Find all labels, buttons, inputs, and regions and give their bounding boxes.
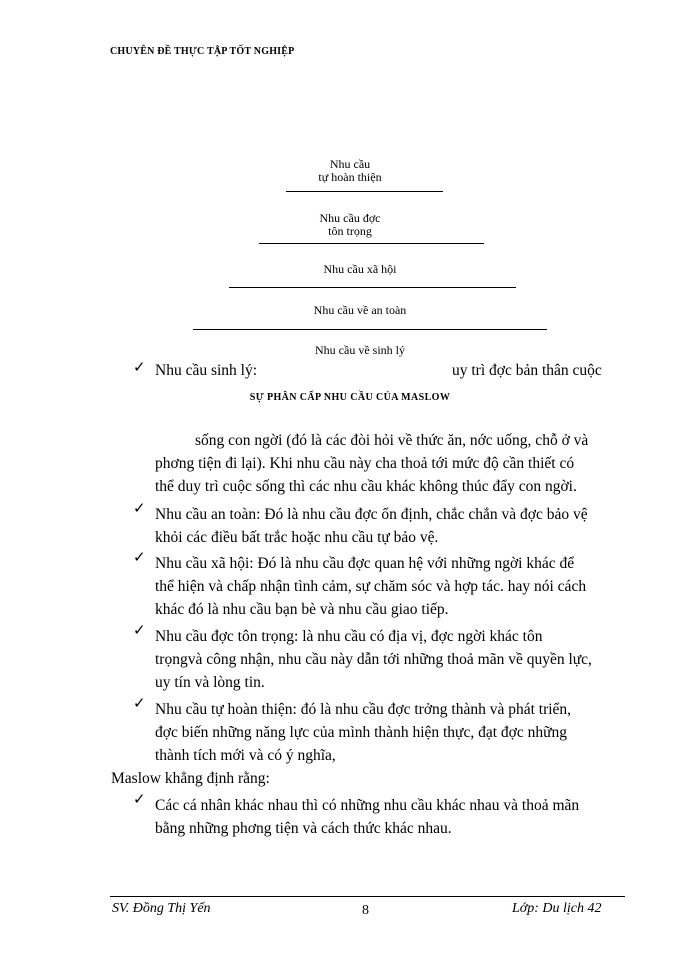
bullet-conclusion-line: Các cá nhân khác nhau thì có những nhu cầu khác nhau và thoả mãn [155, 797, 580, 814]
maslow-statement: Maslow khẳng định rằng: [111, 770, 270, 787]
pyramid-divider [193, 329, 547, 330]
bullet-safety-line: Nhu cầu an toàn: Đó là nhu cầu đợc ổn định, chắc chắn và đợc bảo vệ [155, 506, 588, 523]
bullet-physiological-label: Nhu cầu sinh lý: [155, 362, 258, 379]
pyramid-divider [229, 287, 516, 288]
bullet-esteem-line: Nhu cầu đợc tôn trọng: là nhu cầu có địa vị, đợc ngời khác tôn [155, 628, 543, 645]
pyramid-divider [286, 191, 443, 192]
pyramid-divider [259, 243, 484, 244]
bullet-social-line: khác đó là nhu cầu bạn bè và nhu cầu giao tiếp. [155, 601, 449, 618]
bullet-physiological-tail: uy trì đợc bản thân cuộc [452, 362, 602, 379]
pyramid-level-social: Nhu cầu xã hội [323, 262, 397, 276]
bullet-social-line: Nhu cầu xã hội: Đó là nhu cầu đợc quan hệ với những ngời khác để [155, 555, 575, 572]
check-icon: ✓ [133, 621, 146, 639]
bullet-social-line: thể hiện và chấp nhận tình cảm, sự chăm sóc và hợp tác. hay nói cách [155, 578, 587, 595]
bullet-esteem-line: trọngvà công nhận, nhu cầu này dẫn tới những thoả mãn về quyền lực, [155, 651, 592, 668]
pyramid-level-safety: Nhu cầu về an toàn [313, 303, 407, 317]
paragraph-line: thể duy trì cuộc sống thì các nhu cầu khác không thúc đẩy con ngời. [155, 478, 577, 495]
footer-rule [110, 896, 625, 897]
check-icon: ✓ [133, 694, 146, 712]
bullet-esteem-line: uy tín và lòng tin. [155, 674, 265, 691]
paragraph-line: sống con ngời (đó là các đòi hỏi về thức ăn, nớc uống, chỗ ở và [195, 432, 589, 449]
pyramid-label: Nhu cầu đợc [319, 211, 381, 225]
pyramid-label: tôn trọng [328, 224, 372, 238]
bullet-self-actualization-line: Nhu cầu tự hoàn thiện: đó là nhu cầu đợc trởng thành và phát triển, [155, 701, 572, 718]
check-icon: ✓ [133, 358, 146, 376]
bullet-self-actualization-line: thành tích mới và có ý nghĩa, [155, 747, 336, 764]
pyramid-caption: SỰ PHÂN CẤP NHU CẦU CỦA MASLOW [249, 392, 451, 403]
check-icon: ✓ [133, 548, 146, 566]
pyramid-level-esteem [270, 212, 430, 238]
footer-class: Lớp: Du lịch 42 [512, 901, 602, 916]
check-icon: ✓ [133, 790, 146, 808]
bullet-self-actualization-line: đợc biến những năng lực của mình thành hiện thực, đạt đợc những [155, 724, 567, 741]
bullet-safety-line: khỏi các điều bất trắc hoặc nhu cầu tự bảo vệ. [155, 529, 439, 546]
paragraph-line: phơng tiện đi lại). Khi nhu cầu này cha thoả tới mức độ cần thiết có [155, 455, 575, 472]
check-icon: ✓ [133, 499, 146, 517]
footer-author: SV. Đồng Thị Yến [112, 901, 211, 916]
pyramid-level-physiological: Nhu cầu về sinh lý [315, 343, 405, 357]
pyramid-level-self-actualization [270, 158, 430, 184]
pyramid-label: tự hoàn thiện [318, 170, 382, 184]
page-number: 8 [362, 903, 369, 918]
bullet-conclusion-line: bằng những phơng tiện và cách thức khác nhau. [155, 820, 452, 837]
header-title: CHUYÊN ĐỀ THỰC TẬP TỐT NGHIỆP [110, 46, 295, 57]
pyramid-label: Nhu cầu [329, 157, 371, 171]
